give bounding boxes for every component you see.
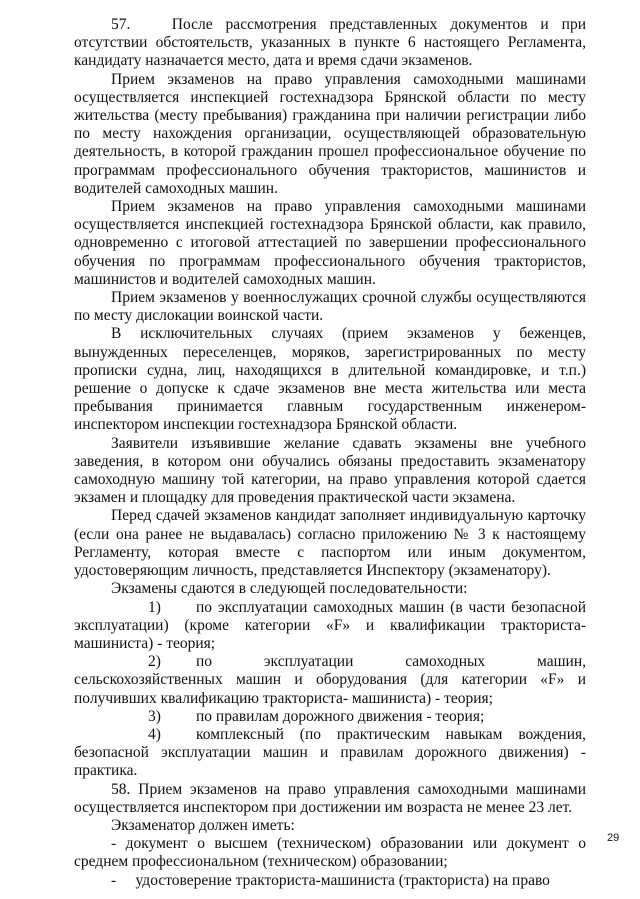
list-item-number: 3) [148, 707, 161, 725]
list-item-number: 4) [148, 725, 161, 743]
list-item-number: 2) [148, 653, 161, 671]
list-item [74, 653, 586, 708]
list-item [74, 599, 586, 654]
paragraph-exam-order-intro: Экзамены сдаются в следующей последовательности: [111, 580, 468, 598]
paragraph-applicants: Заявители изъявившие желание сдавать экзамены вне учебного заведения, в котором они обучались обязаны предоставить экзаменатору самоходную машину той категории, на право управления которой сдается экзамен и площадку для проведения практической части экзамена. [74, 434, 586, 507]
paragraph-license-requirement: - удостоверение тракториста-машиниста (тракториста) на право [111, 871, 550, 889]
list-item [74, 726, 586, 781]
page-number: 29 [607, 832, 620, 844]
paragraph-58: 58. Прием экзаменов на право управления самоходными машинами осуществляется инспектором при достижении им возраста не менее 23 лет. [74, 780, 586, 816]
exam-order-list [74, 599, 586, 781]
paragraph-education-requirement: - документ о высшем (техническом) образовании или документ о среднем профессиональном (техническом) образовании; [74, 835, 586, 871]
paragraph-card: Перед сдачей экзаменов кандидат заполняет индивидуальную карточку (если она ранее не выдавалась) согласно приложению № 3 к настоящему Регламенту, которая вместе с паспортом или иным документом, удостоверяющим личность, представляется Инспектору (экзаменатору). [74, 507, 586, 580]
list-item-number: 1) [148, 598, 161, 616]
list-item-text: комплексный (по практическим навыкам вождения, безопасной эксплуатации машин и правилам дорожного движения) - практика. [74, 725, 586, 780]
paragraph-exceptional-cases: В исключительных случаях (прием экзаменов у беженцев, вынужденных переселенцев, моряков, зарегистрированных по месту прописки судна, лиц, находящихся в длительной командировке, и т.п.) решение о допуске к сдаче экзаменов вне места жительства или места пребывания принимается главным государственным инженером-инспектором инспекции гостехнадзора Брянской области. [74, 325, 586, 434]
paragraph-examiner-requirements: Экзаменатор должен иметь: [111, 816, 295, 834]
paragraph-exam-attestation: Прием экзаменов на право управления самоходными машинами осуществляется инспекцией гостехнадзора Брянской области, как правило, одновременно с итоговой аттестацией по завершении профессионального обучения по программам профессионального обучения трактористов, машинистов и водителей самоходных машин. [74, 198, 586, 288]
list-item-text: по правилам дорожного движения - теория; [196, 707, 485, 725]
paragraph-exam-place: Прием экзаменов на право управления самоходными машинами осуществляется инспекцией гостехнадзора Брянской области по месту жительства (месту пребывания) гражданина при наличии регистрации либо по месту нахождения организации, осуществляющей образовательную деятельность, в которой гражданин прошел профессиональное обучение по программам профессионального обучения трактористов, машинистов и водителей самоходных машин. [74, 70, 586, 197]
list-item-text: по эксплуатации самоходных машин, сельскохозяйственных машин и оборудования (для категории «F» и получивших квалификацию тракториста- машиниста) - теория; [74, 653, 586, 707]
document-body [74, 16, 586, 890]
paragraph-military: Прием экзаменов у военнослужащих срочной службы осуществляются по месту дислокации воинской части. [74, 289, 586, 325]
paragraph-57: 57. После рассмотрения представленных документов и при отсутствии обстоятельств, указанных в пункте 6 настоящего Регламента, кандидату назначается место, дата и время сдачи экзаменов. [74, 16, 586, 70]
list-item [74, 708, 586, 726]
list-item-text: по эксплуатации самоходных машин (в части безопасной эксплуатации) (кроме категории «F» и квалификации тракториста-машиниста) - теория; [74, 598, 586, 652]
